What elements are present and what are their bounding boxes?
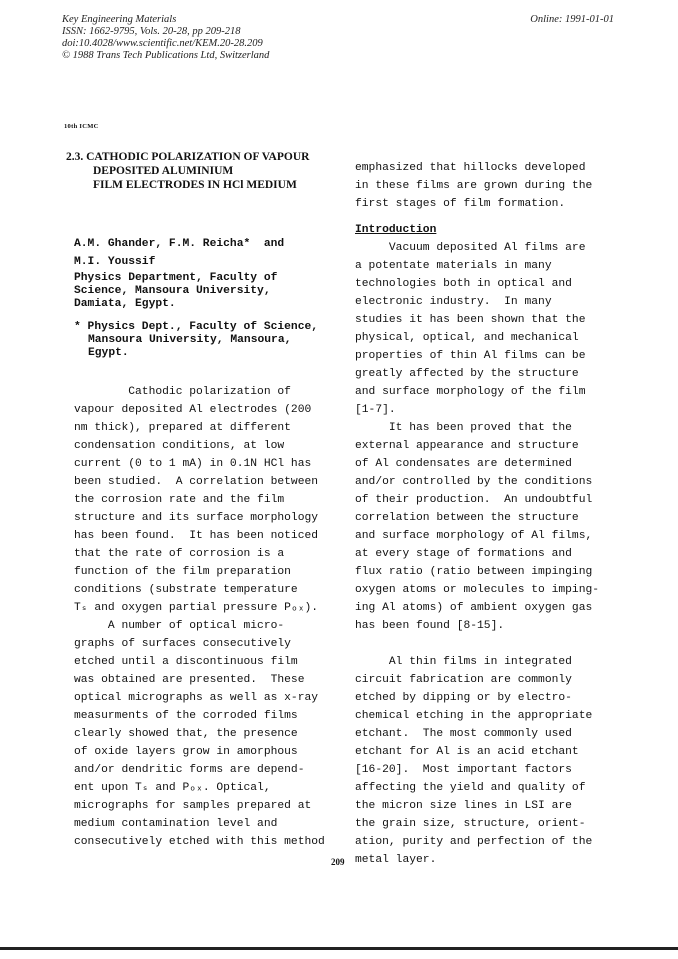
- affiliation2-line-3: Egypt.: [88, 347, 129, 359]
- text-line: electronic industry. In many: [355, 296, 552, 308]
- text-line: etched by dipping or by electro-: [355, 692, 572, 704]
- text-line: at every stage of formations and: [355, 548, 572, 560]
- text-line: oxygen atoms or molecules to imping-: [355, 584, 600, 596]
- journal-name: Key Engineering Materials: [62, 14, 177, 25]
- text-line: and/or controlled by the conditions: [355, 476, 593, 488]
- bottom-rule: [0, 947, 678, 950]
- text-line: [16-20]. Most important factors: [355, 764, 572, 776]
- text-line: and/or dendritic forms are depend-: [74, 764, 305, 776]
- text-line: greatly affected by the structure: [355, 368, 579, 380]
- text-line: in these films are grown during the: [355, 180, 593, 192]
- authors-line-1: A.M. Ghander, F.M. Reicha* and: [74, 238, 285, 250]
- text-line: that the rate of corrosion is a: [74, 548, 285, 560]
- text-line: [355, 635, 615, 653]
- affiliation-line-1: Physics Department, Faculty of: [74, 272, 278, 284]
- text-line: ent upon Tₛ and Pₒₓ. Optical,: [74, 782, 271, 794]
- text-line: Tₛ and oxygen partial pressure Pₒₓ).: [74, 602, 319, 614]
- text-line: vapour deposited Al electrodes (200: [74, 404, 312, 416]
- text-line: Al thin films in integrated: [355, 656, 572, 668]
- text-line: and surface morphology of Al films,: [355, 530, 593, 542]
- title-line-2: DEPOSITED ALUMINIUM: [93, 165, 234, 177]
- text-line: etchant for Al is an acid etchant: [355, 746, 579, 758]
- text-line: clearly showed that, the presence: [74, 728, 298, 740]
- introduction-text: [355, 239, 615, 869]
- page-number: 209: [331, 857, 345, 867]
- affiliation-line-3: Damiata, Egypt.: [74, 298, 176, 310]
- affiliation2-line-1: * Physics Dept., Faculty of Science,: [74, 321, 319, 333]
- text-line: of oxide layers grow in amorphous: [74, 746, 298, 758]
- text-line: ing Al atoms) of ambient oxygen gas: [355, 602, 593, 614]
- text-line: ation, purity and perfection of the: [355, 836, 593, 848]
- text-line: current (0 to 1 mA) in 0.1N HCl has: [74, 458, 312, 470]
- copyright-line: © 1988 Trans Tech Publications Ltd, Switzerland: [62, 50, 270, 61]
- text-line: has been found. It has been noticed: [74, 530, 319, 542]
- text-line: micrographs for samples prepared at: [74, 800, 312, 812]
- affiliation: [74, 272, 359, 311]
- text-line: nm thick), prepared at different: [74, 422, 291, 434]
- text-line: structure and its surface morphology: [74, 512, 319, 524]
- paper-title: [66, 150, 366, 192]
- text-line: circuit fabrication are commonly: [355, 674, 572, 686]
- text-line: flux ratio (ratio between impinging: [355, 566, 593, 578]
- text-line: external appearance and structure: [355, 440, 579, 452]
- title-line-3: FILM ELECTRODES IN HCl MEDIUM: [93, 179, 297, 191]
- text-line: Vacuum deposited Al films are: [355, 242, 586, 254]
- text-line: studies it has been shown that the: [355, 314, 586, 326]
- affiliation-line-2: Science, Mansoura University,: [74, 285, 271, 297]
- spacer: [355, 213, 615, 221]
- text-line: technologies both in optical and: [355, 278, 572, 290]
- section-heading-introduction: Introduction: [355, 224, 437, 236]
- doi-line[interactable]: doi:10.4028/www.scientific.net/KEM.20-28.209: [62, 38, 263, 49]
- text-line: metal layer.: [355, 854, 437, 866]
- title-line-1: 2.3. CATHODIC POLARIZATION OF VAPOUR: [66, 151, 310, 163]
- text-line: A number of optical micro-: [74, 620, 285, 632]
- text-line: properties of thin Al films can be: [355, 350, 586, 362]
- text-line: measurments of the corroded films: [74, 710, 298, 722]
- authors: [74, 235, 354, 271]
- affiliation2-line-2: Mansoura University, Mansoura,: [88, 334, 292, 346]
- text-line: a potentate materials in many: [355, 260, 552, 272]
- abstract-column: [74, 383, 344, 851]
- text-line: optical micrographs as well as x-ray: [74, 692, 319, 704]
- text-line: correlation between the structure: [355, 512, 579, 524]
- journal-header: [62, 14, 269, 62]
- text-line: medium contamination level and: [74, 818, 278, 830]
- text-line: It has been proved that the: [355, 422, 572, 434]
- text-line: graphs of surfaces consecutively: [74, 638, 291, 650]
- text-line: has been found [8-15].: [355, 620, 505, 632]
- text-line: the micron size lines in LSI are: [355, 800, 572, 812]
- text-line: conditions (substrate temperature: [74, 584, 298, 596]
- online-date: Online: 1991-01-01: [530, 14, 614, 25]
- text-line: [1-7].: [355, 404, 396, 416]
- text-line: consecutively etched with this method: [74, 836, 325, 848]
- right-column-top: [355, 159, 615, 213]
- text-line: been studied. A correlation between: [74, 476, 319, 488]
- text-line: chemical etching in the appropriate: [355, 710, 593, 722]
- text-line: and surface morphology of the film: [355, 386, 586, 398]
- text-line: of Al condensates are determined: [355, 458, 572, 470]
- text-line: condensation conditions, at low: [74, 440, 285, 452]
- text-line: of their production. An undoubtful: [355, 494, 593, 506]
- text-line: first stages of film formation.: [355, 198, 566, 210]
- authors-line-2: M.I. Youssif: [74, 256, 156, 268]
- text-line: function of the film preparation: [74, 566, 291, 578]
- issn-line: ISSN: 1662-9795, Vols. 20-28, pp 209-218: [62, 26, 241, 37]
- text-line: Cathodic polarization of: [74, 386, 291, 398]
- text-line: affecting the yield and quality of: [355, 782, 586, 794]
- text-line: the corrosion rate and the film: [74, 494, 285, 506]
- text-line: the grain size, structure, orient-: [355, 818, 586, 830]
- text-line: emphasized that hillocks developed: [355, 162, 586, 174]
- text-line: etchant. The most commonly used: [355, 728, 572, 740]
- right-column: [355, 159, 615, 869]
- text-line: physical, optical, and mechanical: [355, 332, 579, 344]
- affiliation-secondary: [74, 321, 359, 360]
- conference-label: 10th ICMC: [64, 123, 99, 130]
- text-line: was obtained are presented. These: [74, 674, 305, 686]
- text-line: etched until a discontinuous film: [74, 656, 298, 668]
